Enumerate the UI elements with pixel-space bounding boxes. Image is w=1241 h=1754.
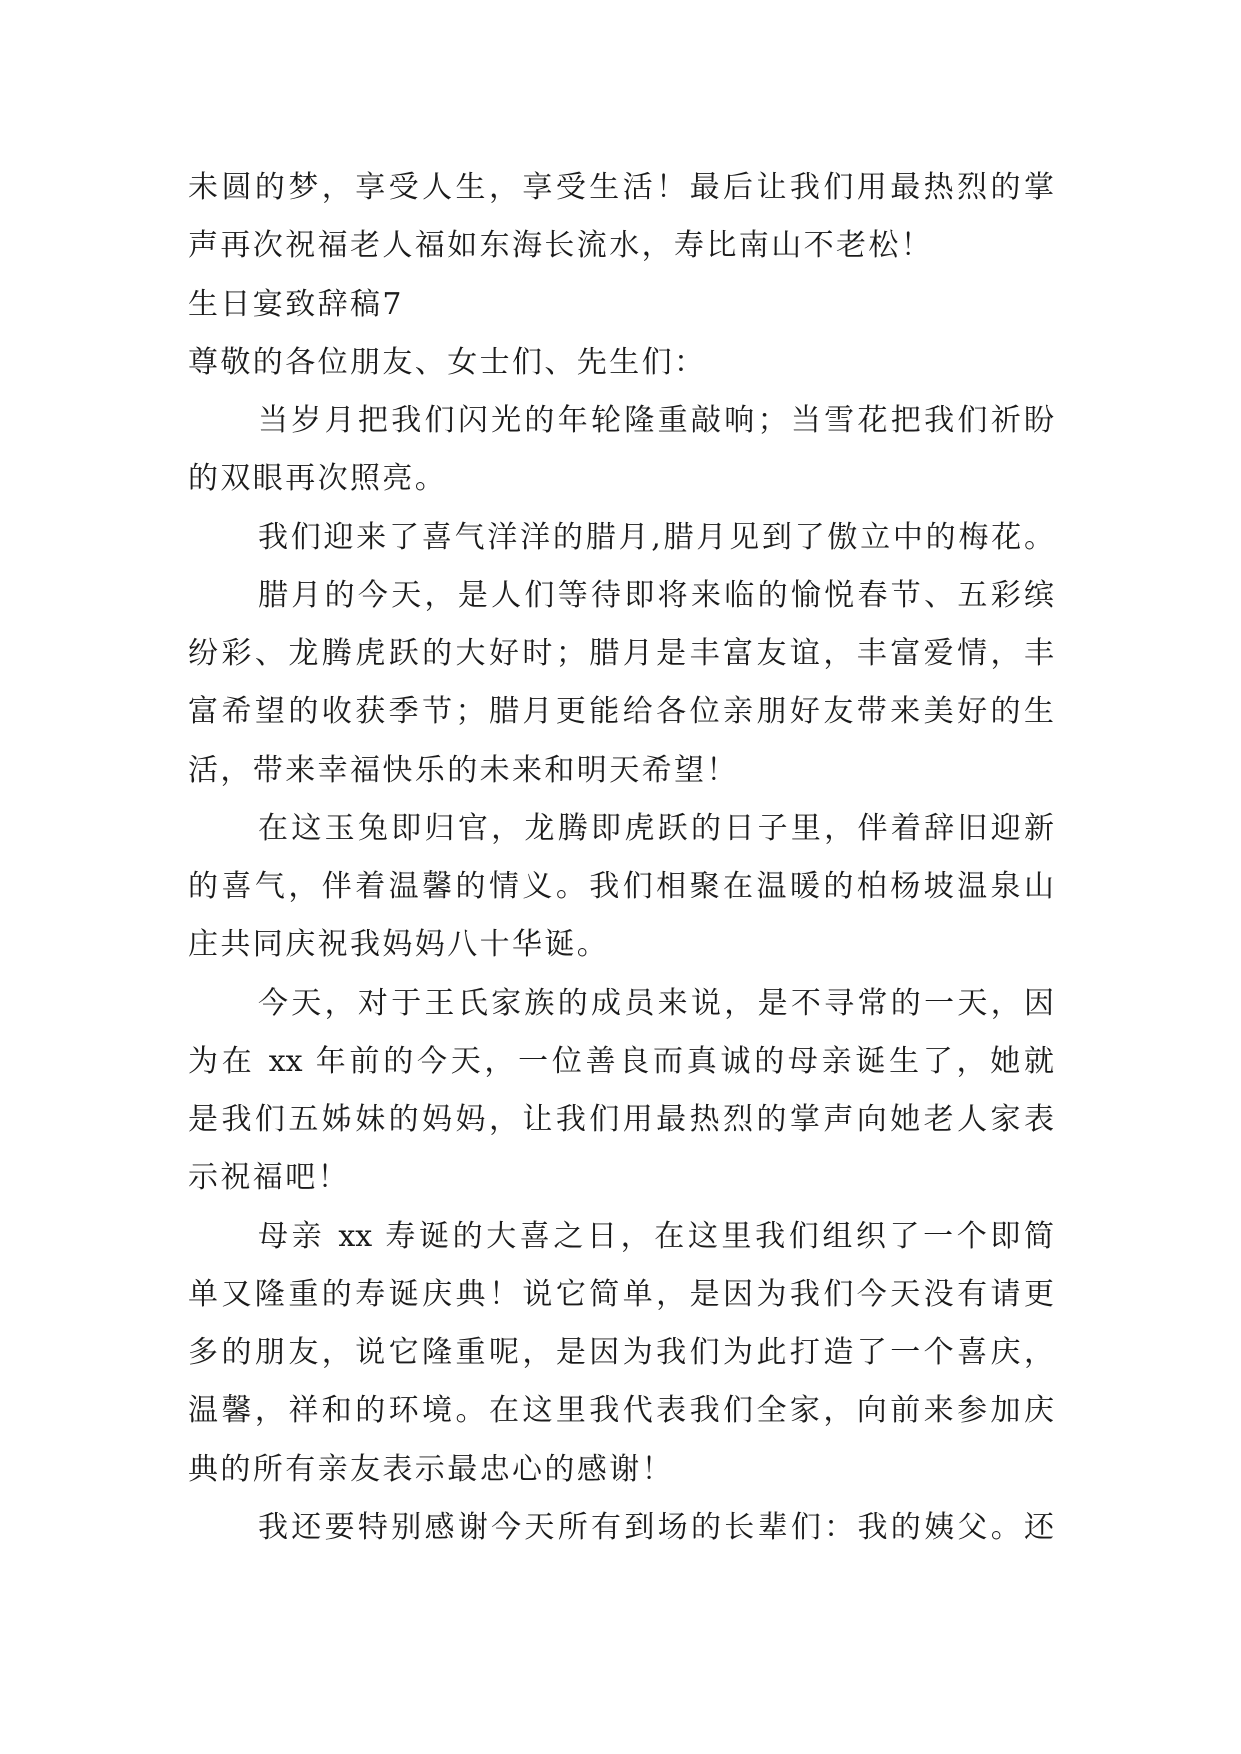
paragraph xyxy=(188,1208,1054,1499)
paragraph xyxy=(188,1499,1054,1557)
body-line: 活，带来幸福快乐的未来和明天希望！ xyxy=(188,752,739,788)
body-line: 今天，对于王氏家族的成员来说，是不寻常的一天，因 xyxy=(258,985,1054,1021)
body-line: 单又隆重的寿诞庆典！说它简单，是因为我们今天没有请更 xyxy=(188,1276,1054,1312)
body-line: 声再次祝福老人福如东海长流水，寿比南山不老松！ xyxy=(188,228,934,264)
body-line: 我们迎来了喜气洋洋的腊月,腊月见到了傲立中的梅花。 xyxy=(258,519,1054,555)
body-line: 未圆的梦，享受人生，享受生活！最后让我们用最热烈的掌 xyxy=(188,170,1054,205)
body-line: 的喜气，伴着温馨的情义。我们相聚在温暖的柏杨坡温泉山 xyxy=(188,869,1054,904)
body-line: 温馨，祥和的环境。在这里我代表我们全家，向前来参加庆 xyxy=(188,1393,1054,1429)
body-line: 在这玉兔即归官，龙腾即虎跃的日子里，伴着辞旧迎新 xyxy=(258,810,1054,846)
body-line: 我还要特别感谢今天所有到场的长辈们：我的姨父。还 xyxy=(258,1509,1054,1545)
body-line: 多的朋友，说它隆重呢，是因为我们为此打造了一个喜庆， xyxy=(188,1335,1054,1370)
paragraph xyxy=(188,392,1054,509)
salutation: 尊敬的各位朋友、女士们、先生们： xyxy=(188,344,707,380)
paragraph xyxy=(188,567,1054,800)
paragraph xyxy=(188,800,1054,975)
body-line: 富希望的收获季节；腊月更能给各位亲朋好友带来美好的生 xyxy=(188,694,1054,730)
body-line: 腊月的今天，是人们等待即将来临的愉悦春节、五彩缤 xyxy=(258,577,1054,613)
section-heading: 生日宴致辞稿7 xyxy=(188,286,404,322)
document-body xyxy=(188,159,1054,1557)
body-line: 是我们五姊妹的妈妈，让我们用最热烈的掌声向她老人家表 xyxy=(188,1102,1054,1137)
body-line: 为在 xx 年前的今天，一位善良而真诚的母亲诞生了，她就 xyxy=(188,1043,1054,1079)
body-line: 当岁月把我们闪光的年轮隆重敲响；当雪花把我们祈盼 xyxy=(258,403,1054,438)
paragraph xyxy=(188,975,1054,1208)
body-line: 母亲 xx 寿诞的大喜之日，在这里我们组织了一个即简 xyxy=(258,1218,1054,1254)
body-line: 示祝福吧！ xyxy=(188,1160,350,1196)
continued-paragraph xyxy=(188,159,1054,276)
paragraph xyxy=(188,509,1054,567)
body-line: 纷彩、龙腾虎跃的大好时；腊月是丰富友谊，丰富爱情，丰 xyxy=(188,636,1054,671)
body-line: 的双眼再次照亮。 xyxy=(188,461,448,497)
body-line: 典的所有亲友表示最忠心的感谢！ xyxy=(188,1451,674,1487)
body-line: 庄共同庆祝我妈妈八十华诞。 xyxy=(188,927,610,963)
